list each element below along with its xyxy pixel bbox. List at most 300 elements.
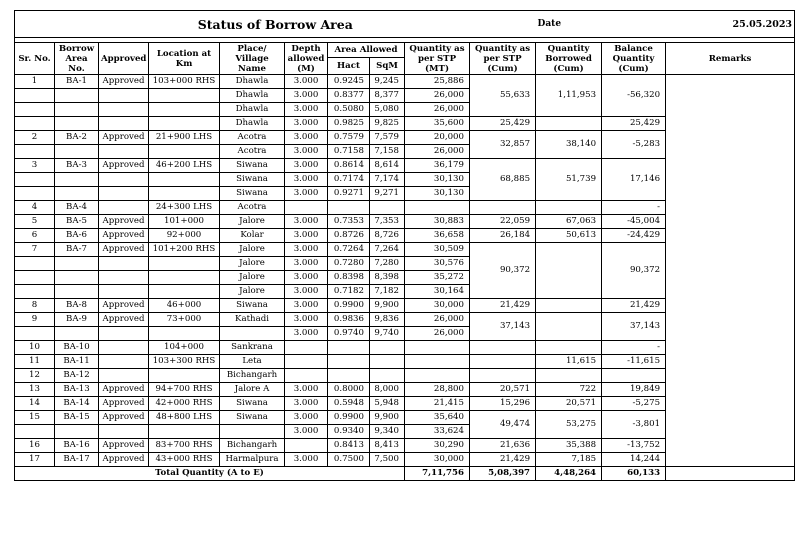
cell-location: 101+000	[149, 215, 220, 229]
total-label: Total Quantity (A to E)	[15, 467, 405, 481]
cell-place: Siwana	[220, 299, 285, 313]
cell-location: 92+000	[149, 229, 220, 243]
cell-sqm: 7,353	[370, 215, 405, 229]
cell-qty-mt: 30,000	[405, 299, 470, 313]
cell-hact	[328, 355, 370, 369]
cell-approved	[99, 369, 149, 383]
cell-sqm: 7,182	[370, 285, 405, 299]
cell-borrow-area: BA-11	[55, 355, 99, 369]
cell-balance: -56,320	[602, 75, 666, 117]
cell-stp	[470, 201, 536, 215]
cell-place: Kolar	[220, 229, 285, 243]
total-balance: 60,133	[602, 467, 666, 481]
cell-balance: 19,849	[602, 383, 666, 397]
cell-hact: 0.8614	[328, 159, 370, 173]
cell-depth	[285, 201, 328, 215]
cell-sr-no: 7	[15, 243, 55, 257]
cell-qty-mt	[405, 341, 470, 355]
cell-hact: 0.9836	[328, 313, 370, 327]
cell-balance: -5,275	[602, 397, 666, 411]
cell-place: Jalore	[220, 257, 285, 271]
cell-approved	[99, 201, 149, 215]
cell-qty-mt: 35,272	[405, 271, 470, 285]
cell-sr-no: 12	[15, 369, 55, 383]
cell-sr-no	[15, 89, 55, 103]
header-remarks: Remarks	[666, 43, 795, 75]
cell-location	[149, 425, 220, 439]
cell-qty-mt: 30,290	[405, 439, 470, 453]
cell-hact: 0.8000	[328, 383, 370, 397]
cell-sr-no	[15, 173, 55, 187]
cell-qty-mt: 26,000	[405, 145, 470, 159]
cell-location: 42+000 RHS	[149, 397, 220, 411]
cell-place: Jalore	[220, 285, 285, 299]
cell-approved	[99, 285, 149, 299]
cell-location: 101+200 RHS	[149, 243, 220, 257]
cell-location	[149, 103, 220, 117]
cell-stp: 49,474	[470, 411, 536, 439]
cell-hact: 0.9271	[328, 187, 370, 201]
cell-borrowed	[536, 201, 602, 215]
cell-stp: 15,296	[470, 397, 536, 411]
cell-approved: Approved	[99, 299, 149, 313]
cell-depth: 3.000	[285, 313, 328, 327]
cell-sqm: 9,340	[370, 425, 405, 439]
cell-borrow-area: BA-15	[55, 411, 99, 425]
cell-location	[149, 271, 220, 285]
cell-approved: Approved	[99, 159, 149, 173]
header-approved: Approved	[99, 43, 149, 75]
cell-balance: 25,429	[602, 117, 666, 131]
cell-sqm: 5,080	[370, 103, 405, 117]
cell-sr-no: 15	[15, 411, 55, 425]
cell-borrow-area: BA-17	[55, 453, 99, 467]
cell-stp: 68,885	[470, 159, 536, 201]
cell-depth	[285, 369, 328, 383]
cell-location: 94+700 RHS	[149, 383, 220, 397]
cell-sr-no	[15, 285, 55, 299]
cell-borrowed	[536, 313, 602, 341]
cell-depth	[285, 355, 328, 369]
cell-hact: 0.9825	[328, 117, 370, 131]
cell-sqm: 8,377	[370, 89, 405, 103]
cell-hact: 0.8398	[328, 271, 370, 285]
cell-hact: 0.8377	[328, 89, 370, 103]
cell-borrow-area	[55, 89, 99, 103]
cell-location: 48+800 LHS	[149, 411, 220, 425]
cell-location	[149, 369, 220, 383]
cell-sqm: 9,900	[370, 299, 405, 313]
cell-location: 83+700 RHS	[149, 439, 220, 453]
cell-qty-mt: 35,600	[405, 117, 470, 131]
cell-sr-no	[15, 187, 55, 201]
cell-depth: 3.000	[285, 229, 328, 243]
cell-qty-mt: 28,800	[405, 383, 470, 397]
header-place: Place/ Village Name	[220, 43, 285, 75]
cell-borrow-area	[55, 425, 99, 439]
cell-depth: 3.000	[285, 89, 328, 103]
cell-approved: Approved	[99, 243, 149, 257]
cell-hact	[328, 341, 370, 355]
cell-place: Sankrana	[220, 341, 285, 355]
cell-hact: 0.7264	[328, 243, 370, 257]
cell-sr-no: 5	[15, 215, 55, 229]
cell-borrowed	[536, 341, 602, 355]
cell-depth: 3.000	[285, 327, 328, 341]
cell-hact	[328, 369, 370, 383]
cell-borrowed: 35,388	[536, 439, 602, 453]
cell-borrow-area: BA-14	[55, 397, 99, 411]
cell-depth: 3.000	[285, 257, 328, 271]
cell-sr-no: 16	[15, 439, 55, 453]
cell-sr-no	[15, 327, 55, 341]
borrow-area-sheet	[14, 10, 793, 481]
cell-place: Jalore	[220, 215, 285, 229]
cell-balance: 21,429	[602, 299, 666, 313]
cell-depth: 3.000	[285, 215, 328, 229]
total-remarks	[666, 467, 795, 481]
cell-location	[149, 89, 220, 103]
cell-qty-mt: 35,640	[405, 411, 470, 425]
cell-qty-mt: 26,000	[405, 89, 470, 103]
cell-borrowed: 11,615	[536, 355, 602, 369]
cell-place: Siwana	[220, 187, 285, 201]
cell-sr-no	[15, 145, 55, 159]
cell-depth: 3.000	[285, 285, 328, 299]
cell-stp: 25,429	[470, 117, 536, 131]
cell-place: Bichangarh	[220, 439, 285, 453]
cell-borrow-area	[55, 271, 99, 285]
cell-sr-no	[15, 103, 55, 117]
cell-location	[149, 145, 220, 159]
cell-stp: 37,143	[470, 313, 536, 341]
borrow-area-table	[14, 10, 795, 481]
cell-sr-no: 2	[15, 131, 55, 145]
cell-sqm: 8,398	[370, 271, 405, 285]
cell-borrowed: 20,571	[536, 397, 602, 411]
cell-sqm: 9,740	[370, 327, 405, 341]
cell-balance: -11,615	[602, 355, 666, 369]
cell-approved	[99, 257, 149, 271]
cell-qty-mt: 30,130	[405, 187, 470, 201]
header-hact: Hact	[328, 58, 370, 75]
cell-stp: 20,571	[470, 383, 536, 397]
cell-location	[149, 257, 220, 271]
cell-approved: Approved	[99, 215, 149, 229]
cell-borrow-area: BA-2	[55, 131, 99, 145]
cell-place: Dhawla	[220, 117, 285, 131]
cell-qty-mt: 25,886	[405, 75, 470, 89]
cell-borrow-area	[55, 145, 99, 159]
cell-depth: 3.000	[285, 187, 328, 201]
cell-place: Kathadi	[220, 313, 285, 327]
cell-depth: 3.000	[285, 243, 328, 257]
cell-borrow-area	[55, 327, 99, 341]
date-value: 25.05.2023	[602, 11, 795, 38]
cell-qty-mt: 26,000	[405, 327, 470, 341]
cell-borrow-area	[55, 173, 99, 187]
cell-sr-no: 3	[15, 159, 55, 173]
cell-location: 103+000 RHS	[149, 75, 220, 89]
cell-borrow-area: BA-6	[55, 229, 99, 243]
cell-borrowed: 67,063	[536, 215, 602, 229]
cell-hact: 0.9340	[328, 425, 370, 439]
cell-qty-mt: 33,624	[405, 425, 470, 439]
cell-place: Siwana	[220, 173, 285, 187]
cell-approved	[99, 145, 149, 159]
cell-depth: 3.000	[285, 453, 328, 467]
cell-sqm	[370, 369, 405, 383]
cell-sr-no	[15, 117, 55, 131]
cell-place: Siwana	[220, 397, 285, 411]
cell-borrow-area: BA-13	[55, 383, 99, 397]
cell-sr-no: 14	[15, 397, 55, 411]
cell-balance: -	[602, 201, 666, 215]
cell-sqm	[370, 355, 405, 369]
cell-borrow-area: BA-7	[55, 243, 99, 257]
cell-location	[149, 327, 220, 341]
cell-borrow-area	[55, 117, 99, 131]
cell-stp	[470, 341, 536, 355]
cell-place: Siwana	[220, 411, 285, 425]
cell-place: Jalore	[220, 271, 285, 285]
cell-place: Siwana	[220, 159, 285, 173]
cell-approved: Approved	[99, 439, 149, 453]
cell-sr-no: 10	[15, 341, 55, 355]
cell-remarks	[666, 75, 795, 467]
cell-qty-mt	[405, 201, 470, 215]
cell-borrow-area: BA-1	[55, 75, 99, 89]
cell-depth: 3.000	[285, 103, 328, 117]
cell-hact: 0.7500	[328, 453, 370, 467]
cell-qty-mt: 30,164	[405, 285, 470, 299]
cell-borrow-area: BA-5	[55, 215, 99, 229]
cell-place	[220, 327, 285, 341]
cell-borrowed	[536, 369, 602, 383]
title-row	[15, 11, 795, 38]
total-qty-mt: 7,11,756	[405, 467, 470, 481]
cell-sr-no: 13	[15, 383, 55, 397]
cell-borrow-area: BA-4	[55, 201, 99, 215]
cell-qty-mt: 26,000	[405, 103, 470, 117]
cell-borrow-area: BA-3	[55, 159, 99, 173]
cell-sr-no: 17	[15, 453, 55, 467]
cell-qty-mt: 21,415	[405, 397, 470, 411]
cell-sqm: 9,836	[370, 313, 405, 327]
total-row	[15, 467, 795, 481]
cell-approved: Approved	[99, 313, 149, 327]
cell-sqm: 8,614	[370, 159, 405, 173]
cell-qty-mt: 30,000	[405, 453, 470, 467]
cell-place: Harmalpura	[220, 453, 285, 467]
cell-hact: 0.7174	[328, 173, 370, 187]
cell-balance: -24,429	[602, 229, 666, 243]
cell-balance: 14,244	[602, 453, 666, 467]
cell-place: Jalore	[220, 243, 285, 257]
cell-borrowed	[536, 299, 602, 313]
cell-sr-no	[15, 257, 55, 271]
cell-approved	[99, 327, 149, 341]
cell-hact: 0.8413	[328, 439, 370, 453]
cell-stp: 26,184	[470, 229, 536, 243]
cell-qty-mt: 20,000	[405, 131, 470, 145]
table-row	[15, 75, 795, 89]
cell-location	[149, 173, 220, 187]
cell-balance: -5,283	[602, 131, 666, 159]
cell-sr-no: 1	[15, 75, 55, 89]
cell-qty-mt: 30,576	[405, 257, 470, 271]
cell-borrowed: 722	[536, 383, 602, 397]
cell-balance: -45,004	[602, 215, 666, 229]
cell-hact: 0.9900	[328, 411, 370, 425]
header-location: Location at Km	[149, 43, 220, 75]
header-area-allowed: Area Allowed	[328, 43, 405, 58]
cell-qty-mt: 36,179	[405, 159, 470, 173]
cell-sqm: 7,500	[370, 453, 405, 467]
cell-stp	[470, 355, 536, 369]
cell-location	[149, 187, 220, 201]
cell-sr-no: 9	[15, 313, 55, 327]
cell-stp	[470, 369, 536, 383]
cell-sr-no: 4	[15, 201, 55, 215]
cell-sqm: 7,174	[370, 173, 405, 187]
cell-depth: 3.000	[285, 117, 328, 131]
cell-borrow-area: BA-10	[55, 341, 99, 355]
cell-depth	[285, 341, 328, 355]
cell-place: Leta	[220, 355, 285, 369]
cell-approved	[99, 173, 149, 187]
cell-borrow-area: BA-12	[55, 369, 99, 383]
cell-sqm: 8,726	[370, 229, 405, 243]
cell-qty-mt	[405, 355, 470, 369]
cell-stp: 21,429	[470, 299, 536, 313]
cell-sqm	[370, 341, 405, 355]
total-borrowed: 4,48,264	[536, 467, 602, 481]
cell-sr-no	[15, 425, 55, 439]
cell-hact: 0.9900	[328, 299, 370, 313]
cell-stp: 55,633	[470, 75, 536, 117]
cell-borrowed: 38,140	[536, 131, 602, 159]
cell-depth: 3.000	[285, 397, 328, 411]
cell-approved	[99, 89, 149, 103]
cell-balance: 17,146	[602, 159, 666, 201]
header-balance: Balance Quantity (Cum)	[602, 43, 666, 75]
header-sr-no: Sr. No.	[15, 43, 55, 75]
header-sqm: SqM	[370, 58, 405, 75]
cell-borrowed	[536, 117, 602, 131]
cell-sqm: 5,948	[370, 397, 405, 411]
cell-approved	[99, 341, 149, 355]
cell-sqm: 7,264	[370, 243, 405, 257]
cell-borrowed: 50,613	[536, 229, 602, 243]
cell-stp: 21,429	[470, 453, 536, 467]
cell-depth: 3.000	[285, 173, 328, 187]
cell-depth: 3.000	[285, 299, 328, 313]
cell-hact	[328, 201, 370, 215]
cell-location: 73+000	[149, 313, 220, 327]
header-qty-stp-cum: Quantity as per STP (Cum)	[470, 43, 536, 75]
cell-borrow-area	[55, 257, 99, 271]
date-label: Date	[536, 11, 602, 38]
cell-approved: Approved	[99, 397, 149, 411]
cell-hact: 0.7280	[328, 257, 370, 271]
cell-balance: -	[602, 341, 666, 355]
cell-depth: 3.000	[285, 383, 328, 397]
cell-stp: 32,857	[470, 131, 536, 159]
cell-sqm: 8,413	[370, 439, 405, 453]
cell-depth: 3.000	[285, 425, 328, 439]
cell-depth: 3.000	[285, 145, 328, 159]
cell-place: Acotra	[220, 201, 285, 215]
cell-approved	[99, 187, 149, 201]
cell-borrow-area	[55, 187, 99, 201]
cell-hact: 0.7353	[328, 215, 370, 229]
cell-qty-mt: 26,000	[405, 313, 470, 327]
cell-borrow-area: BA-8	[55, 299, 99, 313]
cell-sqm: 7,158	[370, 145, 405, 159]
cell-location	[149, 117, 220, 131]
cell-sqm: 8,000	[370, 383, 405, 397]
cell-qty-mt: 30,883	[405, 215, 470, 229]
cell-borrow-area	[55, 103, 99, 117]
cell-approved: Approved	[99, 383, 149, 397]
cell-location	[149, 285, 220, 299]
cell-qty-mt: 30,509	[405, 243, 470, 257]
cell-place: Jalore A	[220, 383, 285, 397]
cell-qty-mt: 36,658	[405, 229, 470, 243]
cell-sr-no	[15, 271, 55, 285]
cell-location: 103+300 RHS	[149, 355, 220, 369]
cell-stp: 90,372	[470, 243, 536, 299]
cell-place: Acotra	[220, 131, 285, 145]
cell-sr-no: 11	[15, 355, 55, 369]
cell-approved	[99, 355, 149, 369]
cell-approved: Approved	[99, 131, 149, 145]
cell-depth: 3.000	[285, 411, 328, 425]
cell-depth	[285, 439, 328, 453]
cell-stp: 22,059	[470, 215, 536, 229]
cell-hact: 0.9245	[328, 75, 370, 89]
cell-approved	[99, 271, 149, 285]
cell-approved	[99, 117, 149, 131]
cell-place: Bichangarh	[220, 369, 285, 383]
cell-balance	[602, 369, 666, 383]
cell-depth: 3.000	[285, 131, 328, 145]
cell-qty-mt: 30,130	[405, 173, 470, 187]
cell-hact: 0.7158	[328, 145, 370, 159]
cell-sqm: 9,271	[370, 187, 405, 201]
cell-approved: Approved	[99, 411, 149, 425]
cell-location: 24+300 LHS	[149, 201, 220, 215]
cell-balance: -3,801	[602, 411, 666, 439]
cell-depth: 3.000	[285, 75, 328, 89]
header-qty-borrowed: Quantity Borrowed (Cum)	[536, 43, 602, 75]
cell-balance: -13,752	[602, 439, 666, 453]
cell-location: 21+900 LHS	[149, 131, 220, 145]
cell-hact: 0.7579	[328, 131, 370, 145]
page-title: Status of Borrow Area	[15, 11, 536, 38]
cell-location: 43+000 RHS	[149, 453, 220, 467]
cell-approved	[99, 425, 149, 439]
header-row-1	[15, 43, 795, 58]
cell-sr-no: 8	[15, 299, 55, 313]
cell-hact: 0.8726	[328, 229, 370, 243]
cell-sqm: 7,579	[370, 131, 405, 145]
cell-qty-mt	[405, 369, 470, 383]
cell-sqm: 9,245	[370, 75, 405, 89]
cell-borrow-area: BA-16	[55, 439, 99, 453]
cell-sqm: 7,280	[370, 257, 405, 271]
